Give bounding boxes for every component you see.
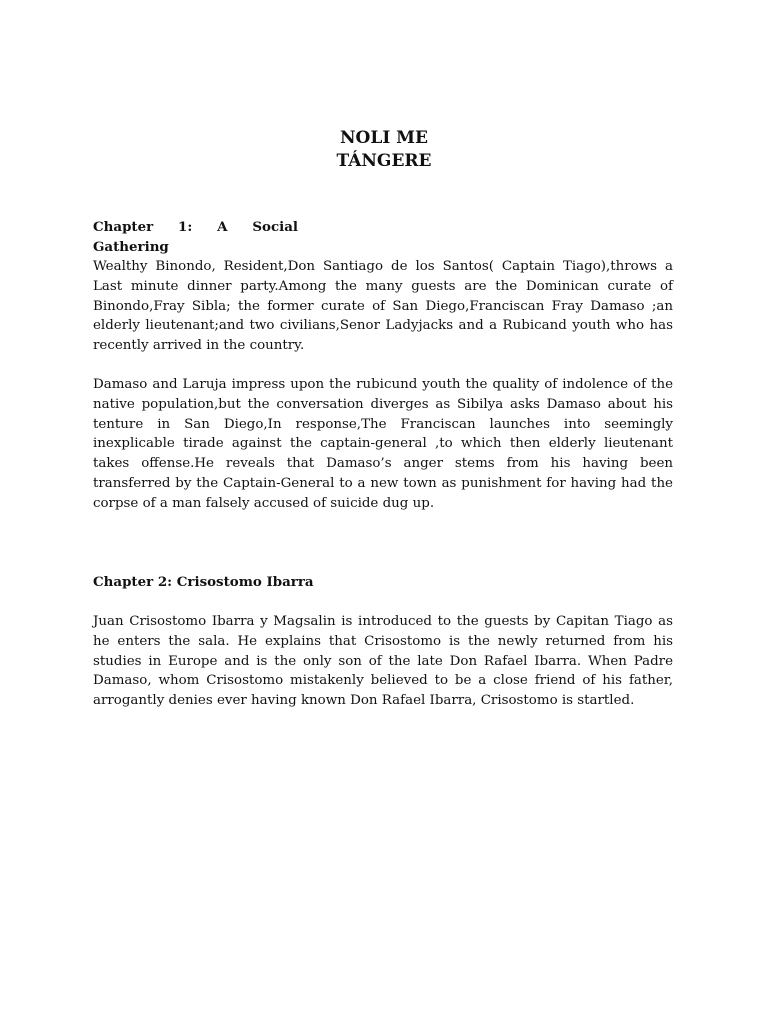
chapter-1-heading-line-2: Gathering <box>93 238 169 255</box>
chapter-1-heading-word: Chapter <box>93 219 154 235</box>
chapter-2-heading: Chapter 2: Crisostomo Ibarra <box>93 574 314 590</box>
chapter-1-heading-word: 1: <box>178 219 193 235</box>
chapter-1-heading-line-1 <box>93 218 298 238</box>
chapter-1-paragraph-2: Damaso and Laruja impress upon the rubicund youth the quality of indolence of the native population,but the conversation diverges as Sibilya asks Damaso about his tenture in San Diego,In response,The Franciscan launches into seemingly inexplicable tirade against the captain-general ,to which then elderly lieutenant takes offense.He reveals that Damaso’s anger stems from his having been transferred by the Captain-General to a new town as punishment for having had the corpse of a man falsely accused of suicide dug up. <box>93 377 673 511</box>
chapter-2-paragraph-1: Juan Crisostomo Ibarra y Magsalin is introduced to the guests by Capitan Tiago as he enters the sala. He explains that Crisostomo is the newly returned from his studies in Europe and is the only son of the late Don Rafael Ibarra. When Padre Damaso, whom Crisostomo mistakenly believed to be a close friend of his father, arrogantly denies ever having known Don Rafael Ibarra, Crisostomo is startled. <box>93 614 673 709</box>
chapter-1-heading-word: A <box>217 219 228 235</box>
title-line-1: NOLI ME <box>340 128 428 148</box>
title-line-2: TÁNGERE <box>336 151 432 171</box>
chapter-1-heading-word: Social <box>252 219 298 235</box>
document-title <box>0 127 768 173</box>
chapter-1-paragraph-1: Wealthy Binondo, Resident,Don Santiago de los Santos( Captain Tiago),throws a Last minute dinner party.Among the many guests are the Dominican curate of Binondo,Fray Sibla; the former curate of San Diego,Franciscan Fray Damaso ;an elderly lieutenant;and two civilians,Senor Ladyjacks and a Rubicand youth who has recently arrived in the country. <box>93 259 673 354</box>
chapter-1-heading <box>93 218 298 258</box>
